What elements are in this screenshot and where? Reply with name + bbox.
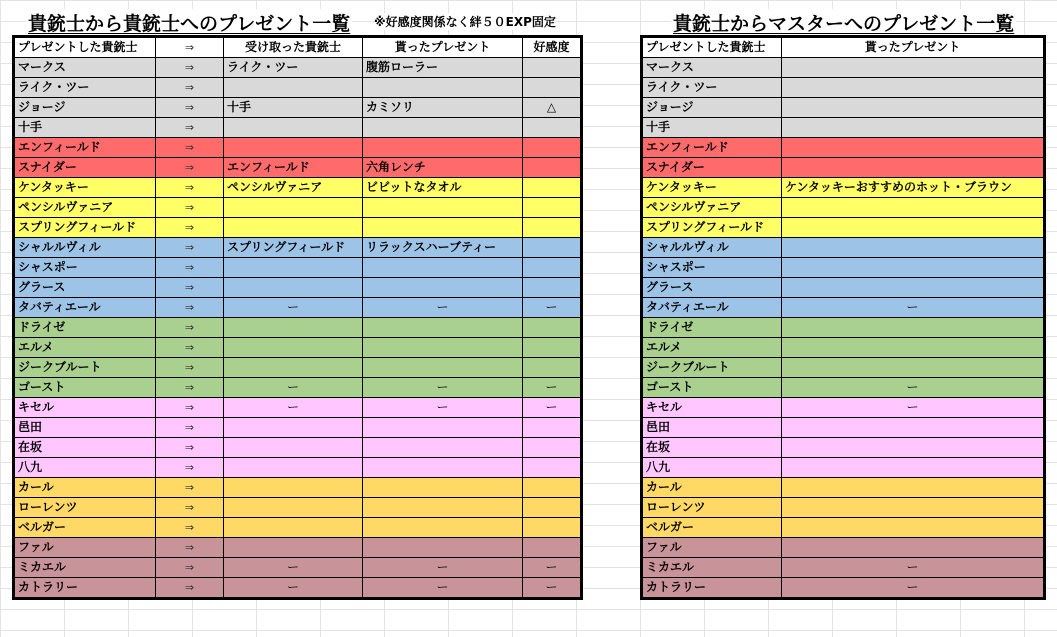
giver-cell[interactable]: 邑田 [15,418,156,438]
giver-cell[interactable]: 十手 [15,118,156,138]
arrow-cell[interactable]: ⇒ [156,358,224,378]
table-row [15,438,581,458]
table-row [15,198,581,218]
table-row [15,58,581,78]
gift-cell[interactable] [363,338,523,358]
table-row [15,258,581,278]
table-row [643,558,1044,578]
table-row [15,238,581,258]
gift-cell[interactable] [363,458,523,478]
table-row [643,158,1044,178]
gift-cell[interactable] [782,158,1044,178]
table-row [643,238,1044,258]
arrow-cell[interactable]: ⇒ [156,398,224,418]
affection-cell[interactable] [523,178,581,198]
arrow-cell[interactable]: ⇒ [156,178,224,198]
table-row [643,418,1044,438]
receiver-cell[interactable] [224,358,363,378]
gift-cell[interactable] [363,518,523,538]
giver-cell[interactable]: ドライゼ [643,318,782,338]
receiver-cell[interactable]: ー [224,398,363,418]
arrow-cell[interactable]: ⇒ [156,158,224,178]
affection-cell[interactable] [523,78,581,98]
receiver-cell[interactable] [224,538,363,558]
giver-cell[interactable]: グラース [15,278,156,298]
gift-cell[interactable]: ー [363,378,523,398]
table-row [643,578,1044,598]
affection-note: ※好感度関係なく絆５０EXP固定 [374,15,556,29]
giver-cell[interactable]: キセル [643,398,782,418]
giver-cell[interactable]: エンフィールド [643,138,782,158]
gift-cell[interactable] [363,478,523,498]
gift-cell[interactable] [782,358,1044,378]
affection-cell[interactable]: ー [523,578,581,598]
gift-cell[interactable] [782,218,1044,238]
gun-to-gun-gift-table [14,37,581,598]
table-row [15,478,581,498]
giver-cell[interactable]: ジークブルート [15,358,156,378]
table-row [15,398,581,418]
affection-cell[interactable] [523,458,581,478]
affection-cell[interactable] [523,358,581,378]
gift-cell[interactable] [363,438,523,458]
giver-cell[interactable]: ミカエル [15,558,156,578]
table-row [15,318,581,338]
arrow-cell[interactable]: ⇒ [156,98,224,118]
table-row [643,358,1044,378]
gift-cell[interactable] [363,418,523,438]
giver-cell[interactable]: シャスポー [643,258,782,278]
gift-cell[interactable]: 六角レンチ [363,158,523,178]
arrow-cell[interactable]: ⇒ [156,498,224,518]
table-row [15,358,581,378]
gift-cell[interactable] [363,258,523,278]
arrow-cell[interactable]: ⇒ [156,418,224,438]
table-row [15,218,581,238]
gift-cell[interactable] [363,538,523,558]
gift-cell[interactable]: ー [782,398,1044,418]
gift-cell[interactable] [782,138,1044,158]
arrow-cell[interactable]: ⇒ [156,478,224,498]
giver-cell[interactable]: エルメ [15,338,156,358]
affection-cell[interactable] [523,318,581,338]
gift-cell[interactable]: ー [363,558,523,578]
table-row [15,278,581,298]
affection-cell[interactable] [523,438,581,458]
header-giver[interactable]: プレゼントした貴銃士 [643,38,782,58]
table-row [15,418,581,438]
table-row [643,178,1044,198]
table-row [643,218,1044,238]
arrow-cell[interactable]: ⇒ [156,118,224,138]
table-row [643,78,1044,98]
affection-cell[interactable] [523,518,581,538]
table-row [643,338,1044,358]
gift-cell[interactable] [782,318,1044,338]
gift-cell[interactable] [363,118,523,138]
receiver-cell[interactable]: ー [224,558,363,578]
giver-cell[interactable]: ライク・ツー [643,78,782,98]
giver-cell[interactable]: ライク・ツー [15,78,156,98]
table-row [643,138,1044,158]
giver-cell[interactable]: シャルルヴィル [15,238,156,258]
giver-cell[interactable]: ローレンツ [643,498,782,518]
gift-cell[interactable]: ー [782,298,1044,318]
gun-to-master-gift-table [642,37,1044,598]
table-row [643,278,1044,298]
table-row [643,458,1044,478]
giver-cell[interactable]: 在坂 [15,438,156,458]
left-table-title: 貴銃士から貴銃士へのプレゼント一覧 [26,9,352,36]
receiver-cell[interactable] [224,518,363,538]
giver-cell[interactable]: ミカエル [643,558,782,578]
gift-cell[interactable] [782,338,1044,358]
giver-cell[interactable]: ベルガー [643,518,782,538]
table-row [643,198,1044,218]
giver-cell[interactable]: 八九 [15,458,156,478]
receiver-cell[interactable] [224,138,363,158]
arrow-cell[interactable]: ⇒ [156,78,224,98]
affection-cell[interactable] [523,278,581,298]
gift-cell[interactable] [782,478,1044,498]
receiver-cell[interactable]: エンフィールド [224,158,363,178]
giver-cell[interactable]: 十手 [643,118,782,138]
giver-cell[interactable]: カトラリー [643,578,782,598]
receiver-cell[interactable] [224,458,363,478]
gift-cell[interactable] [363,278,523,298]
giver-cell[interactable]: ペンシルヴァニア [643,198,782,218]
table-row [643,98,1044,118]
arrow-cell[interactable]: ⇒ [156,518,224,538]
affection-cell[interactable] [523,198,581,218]
gift-cell[interactable]: ケンタッキーおすすめのホット・ブラウン [782,178,1044,198]
giver-cell[interactable]: ジークブルート [643,358,782,378]
giver-cell[interactable]: ファル [643,538,782,558]
affection-cell[interactable]: ー [523,378,581,398]
receiver-cell[interactable] [224,418,363,438]
table-row [15,338,581,358]
table-row [643,118,1044,138]
receiver-cell[interactable] [224,78,363,98]
affection-cell[interactable]: ー [523,558,581,578]
receiver-cell[interactable] [224,278,363,298]
gift-cell[interactable] [782,278,1044,298]
receiver-cell[interactable] [224,498,363,518]
table-row [643,518,1044,538]
giver-cell[interactable]: シャスポー [15,258,156,278]
arrow-cell[interactable]: ⇒ [156,558,224,578]
arrow-cell[interactable]: ⇒ [156,138,224,158]
table-row [643,398,1044,418]
arrow-cell[interactable]: ⇒ [156,298,224,318]
header-arrow[interactable]: ⇒ [156,38,224,58]
affection-cell[interactable] [523,158,581,178]
header-gift[interactable]: 貰ったプレゼント [363,38,523,58]
gift-cell[interactable] [782,438,1044,458]
gift-cell[interactable] [363,138,523,158]
gift-cell[interactable] [782,538,1044,558]
affection-cell[interactable] [523,538,581,558]
table-row [15,98,581,118]
affection-cell[interactable] [523,478,581,498]
giver-cell[interactable]: ゴースト [643,378,782,398]
gift-cell[interactable] [363,318,523,338]
table-row [15,498,581,518]
header-row [15,38,581,58]
receiver-cell[interactable] [224,478,363,498]
giver-cell[interactable]: 邑田 [643,418,782,438]
giver-cell[interactable]: ローレンツ [15,498,156,518]
gift-cell[interactable] [782,518,1044,538]
giver-cell[interactable]: ジョージ [15,98,156,118]
giver-cell[interactable]: キセル [15,398,156,418]
giver-cell[interactable]: スプリングフィールド [643,218,782,238]
arrow-cell[interactable]: ⇒ [156,238,224,258]
header-affection[interactable]: 好感度 [523,38,581,58]
affection-cell[interactable] [523,118,581,138]
giver-cell[interactable]: エンフィールド [15,138,156,158]
receiver-cell[interactable] [224,118,363,138]
giver-cell[interactable]: グラース [643,278,782,298]
gift-cell[interactable] [782,198,1044,218]
giver-cell[interactable]: 八九 [643,458,782,478]
receiver-cell[interactable] [224,218,363,238]
affection-cell[interactable] [523,138,581,158]
table-row [15,298,581,318]
table-row [643,58,1044,78]
receiver-cell[interactable]: ー [224,378,363,398]
affection-cell[interactable] [523,218,581,238]
table-row [643,378,1044,398]
receiver-cell[interactable]: スプリングフィールド [224,238,363,258]
giver-cell[interactable]: スプリングフィールド [15,218,156,238]
gift-cell[interactable]: ー [363,298,523,318]
gift-cell[interactable] [782,498,1044,518]
receiver-cell[interactable]: ー [224,298,363,318]
gift-cell[interactable] [782,98,1044,118]
header-receiver[interactable]: 受け取った貴銃士 [224,38,363,58]
arrow-cell[interactable]: ⇒ [156,218,224,238]
receiver-cell[interactable]: ー [224,578,363,598]
table-row [15,578,581,598]
arrow-cell[interactable]: ⇒ [156,338,224,358]
table-row [15,158,581,178]
giver-cell[interactable]: ペンシルヴァニア [15,198,156,218]
gift-cell[interactable]: ー [782,378,1044,398]
giver-cell[interactable]: カトラリー [15,578,156,598]
receiver-cell[interactable]: ペンシルヴァニア [224,178,363,198]
table-row [15,458,581,478]
giver-cell[interactable]: ケンタッキー [15,178,156,198]
gift-cell[interactable]: リラックスハーブティー [363,238,523,258]
receiver-cell[interactable]: 十手 [224,98,363,118]
receiver-cell[interactable] [224,318,363,338]
table-row [15,118,581,138]
gift-cell[interactable] [363,198,523,218]
header-row [643,38,1044,58]
gift-cell[interactable]: カミソリ [363,98,523,118]
gift-cell[interactable]: 腹筋ローラー [363,58,523,78]
table-row [643,298,1044,318]
giver-cell[interactable]: カール [643,478,782,498]
gift-cell[interactable] [782,58,1044,78]
gift-cell[interactable]: ー [363,578,523,598]
gift-cell[interactable] [782,458,1044,478]
giver-cell[interactable]: カール [15,478,156,498]
gift-cell[interactable] [363,78,523,98]
receiver-cell[interactable]: ライク・ツー [224,58,363,78]
receiver-cell[interactable] [224,438,363,458]
arrow-cell[interactable]: ⇒ [156,538,224,558]
receiver-cell[interactable] [224,198,363,218]
giver-cell[interactable]: ゴースト [15,378,156,398]
gift-cell[interactable] [363,218,523,238]
giver-cell[interactable]: エルメ [643,338,782,358]
arrow-cell[interactable]: ⇒ [156,258,224,278]
gift-cell[interactable] [363,498,523,518]
header-giver[interactable]: プレゼントした貴銃士 [15,38,156,58]
affection-cell[interactable] [523,258,581,278]
arrow-cell[interactable]: ⇒ [156,318,224,338]
affection-cell[interactable] [523,58,581,78]
receiver-cell[interactable] [224,338,363,358]
giver-cell[interactable]: マークス [15,58,156,78]
table-row [15,518,581,538]
arrow-cell[interactable]: ⇒ [156,578,224,598]
giver-cell[interactable]: マークス [643,58,782,78]
gift-cell[interactable]: ー [363,398,523,418]
table-row [15,538,581,558]
affection-cell[interactable] [523,498,581,518]
table-row [15,78,581,98]
affection-cell[interactable] [523,418,581,438]
gift-cell[interactable] [363,358,523,378]
table-row [643,318,1044,338]
gift-cell[interactable] [782,238,1044,258]
gift-cell[interactable]: ビビットなタオル [363,178,523,198]
giver-cell[interactable]: ケンタッキー [643,178,782,198]
gift-cell[interactable] [782,118,1044,138]
receiver-cell[interactable] [224,258,363,278]
arrow-cell[interactable]: ⇒ [156,378,224,398]
giver-cell[interactable]: シャルルヴィル [643,238,782,258]
affection-cell[interactable]: △ [523,98,581,118]
arrow-cell[interactable]: ⇒ [156,198,224,218]
gift-cell[interactable] [782,78,1044,98]
arrow-cell[interactable]: ⇒ [156,58,224,78]
table-row [643,438,1044,458]
right-table-title: 貴銃士からマスターへのプレゼント一覧 [671,9,1016,36]
giver-cell[interactable]: ベルガー [15,518,156,538]
arrow-cell[interactable]: ⇒ [156,458,224,478]
giver-cell[interactable]: ドライゼ [15,318,156,338]
giver-cell[interactable]: タバティエール [15,298,156,318]
table-row [643,478,1044,498]
table-row [643,258,1044,278]
gift-cell[interactable] [782,418,1044,438]
gift-cell[interactable]: ー [782,578,1044,598]
affection-cell[interactable] [523,338,581,358]
giver-cell[interactable]: ジョージ [643,98,782,118]
table-row [15,138,581,158]
table-row [643,498,1044,518]
arrow-cell[interactable]: ⇒ [156,278,224,298]
affection-cell[interactable] [523,238,581,258]
table-row [15,558,581,578]
affection-cell[interactable]: ー [523,398,581,418]
giver-cell[interactable]: ファル [15,538,156,558]
gift-cell[interactable] [782,258,1044,278]
table-row [15,378,581,398]
affection-cell[interactable]: ー [523,298,581,318]
giver-cell[interactable]: 在坂 [643,438,782,458]
header-gift[interactable]: 貰ったプレゼント [782,38,1044,58]
gift-cell[interactable]: ー [782,558,1044,578]
table-row [643,538,1044,558]
giver-cell[interactable]: スナイダー [643,158,782,178]
giver-cell[interactable]: タバティエール [643,298,782,318]
arrow-cell[interactable]: ⇒ [156,438,224,458]
giver-cell[interactable]: スナイダー [15,158,156,178]
table-row [15,178,581,198]
